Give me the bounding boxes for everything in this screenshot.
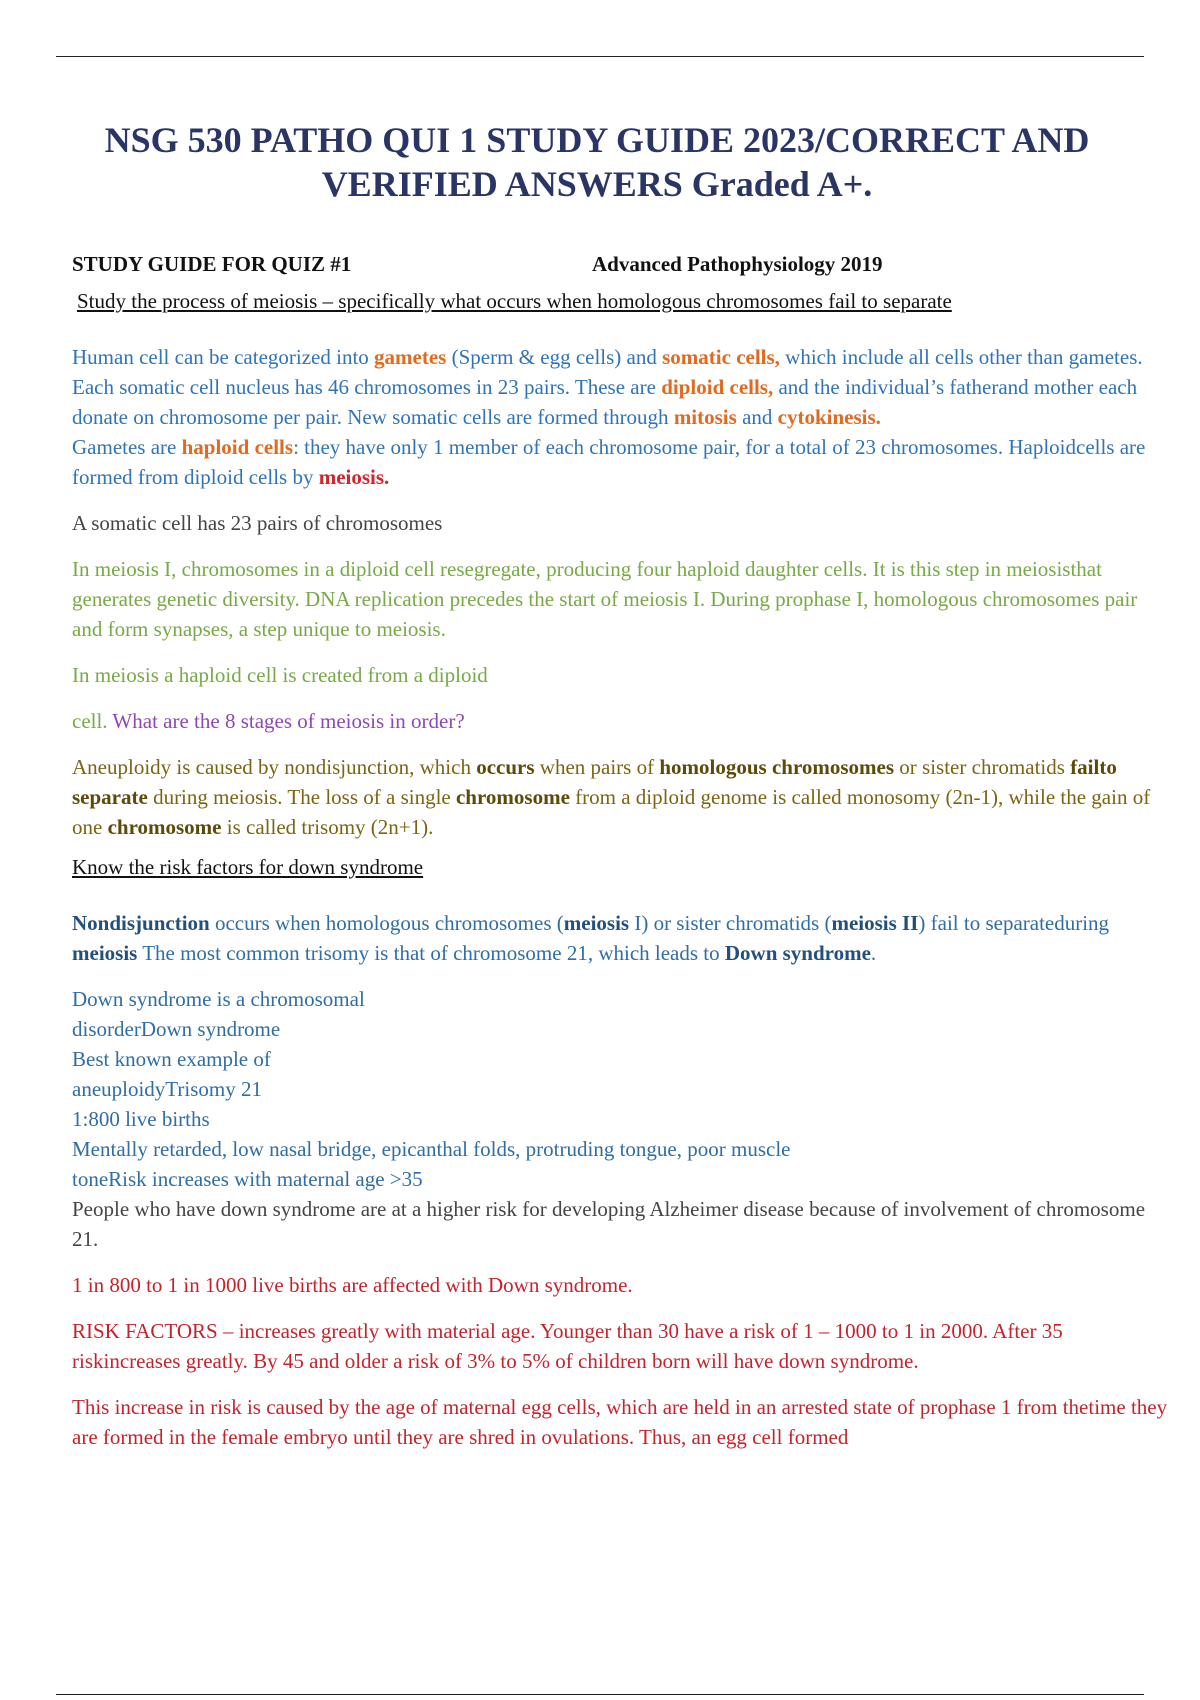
paragraph-risk-factors: RISK FACTORS – increases greatly with material age. Younger than 30 have a risk of 1 – 1000 to 1 in 2000. After 35 riskincreases greatly. By 45 and older a risk of 3% to 5% of children born will have down syndrome. [72, 1319, 1063, 1373]
section-heading-down-syndrome: Know the risk factors for down syndrome [72, 855, 424, 879]
header-left: STUDY GUIDE FOR QUIZ #1 [72, 252, 352, 276]
top-rule [56, 56, 1144, 57]
list-item: Best known example of [72, 1047, 271, 1071]
list-item: aneuploidyTrisomy 21 [72, 1077, 262, 1101]
list-item: Mentally retarded, low nasal bridge, epicanthal folds, protruding tongue, poor muscle [72, 1137, 791, 1161]
paragraph-nondisjunction: Nondisjunction occurs when homologous chromosomes (meiosis I) or sister chromatids (meiosis II) fail to separateduring meiosis The most common trisomy is that of chromosome 21, which leads to Down syndrome. [72, 911, 1110, 965]
keyword-haploid-cells: haploid cells [181, 435, 294, 459]
list-item: 1:800 live births [72, 1107, 210, 1131]
keyword-somatic-cells: somatic cells, [662, 345, 780, 369]
list-item: disorderDown syndrome [72, 1017, 281, 1041]
keyword-gametes: gametes [374, 345, 447, 369]
paragraph-haploid: In meiosis a haploid cell is created from a diploid [72, 663, 488, 687]
keyword-mitosis: mitosis [673, 405, 737, 429]
keyword-cytokinesis: cytokinesis. [777, 405, 881, 429]
keyword-diploid-cells: diploid cells, [661, 375, 774, 399]
header-right: Advanced Pathophysiology 2019 [592, 252, 883, 276]
paragraph-egg-cells: This increase in risk is caused by the age of maternal egg cells, which are held in an arrested state of prophase 1 from thetime they are formed in the female embryo until they are shred in ovulations. Thus, an egg cell formed [72, 1395, 1168, 1449]
header-row [72, 252, 1172, 284]
paragraph-meiosis-i: In meiosis I, chromosomes in a diploid cell resegregate, producing four haploid daughter cells. It is this step in meiosisthat generates genetic diversity. DNA replication precedes the start of meiosis I. During prophase I, homologous chromosomes pair and form synapses, a step unique to meiosis. [72, 557, 1138, 641]
section-heading-meiosis: Study the process of meiosis – specifically what occurs when homologous chromosomes fail to separate [77, 289, 952, 313]
paragraph-alzheimer: People who have down syndrome are at a higher risk for developing Alzheimer disease because of involvement of chromosome 21. [72, 1197, 1146, 1251]
document-title: NSG 530 PATHO QUI 1 STUDY GUIDE 2023/CORRECT AND VERIFIED ANSWERS Graded A+. [104, 120, 1090, 204]
document-page [72, 118, 1172, 1452]
down-syndrome-list [72, 984, 1172, 1194]
paragraph-aneuploidy: Aneuploidy is caused by nondisjunction, which occurs when pairs of homologous chromosomes or sister chromatids failto separate during meiosis. The loss of a single chromosome from a diploid genome is called monosomy (2n-1), while the gain of one chromosome is called trisomy (2n+1). [72, 755, 1151, 839]
keyword-meiosis: meiosis. [318, 465, 390, 489]
bottom-rule [56, 1694, 1144, 1695]
paragraph-gametes: Gametes are haploid cells: they have only 1 member of each chromosome pair, for a total of 23 chromosomes. Haploidcells are formed from diploid cells by meiosis. [72, 435, 1146, 489]
paragraph-stages: cell. What are the 8 stages of meiosis in order? [72, 709, 465, 733]
list-item: toneRisk increases with maternal age >35 [72, 1167, 423, 1191]
paragraph-somatic: A somatic cell has 23 pairs of chromosomes [72, 511, 443, 535]
paragraph-cells: Human cell can be categorized into gametes (Sperm & egg cells) and somatic cells, which include all cells other than gametes. Each somatic cell nucleus has 46 chromosomes in 23 pairs. These are diploid cells, and the individual’s fatherand mother each donate on chromosome per pair. New somatic cells are formed through mitosis and cytokinesis. [72, 345, 1143, 429]
list-item: Down syndrome is a chromosomal [72, 987, 365, 1011]
paragraph-live-births: 1 in 800 to 1 in 1000 live births are affected with Down syndrome. [72, 1273, 633, 1297]
